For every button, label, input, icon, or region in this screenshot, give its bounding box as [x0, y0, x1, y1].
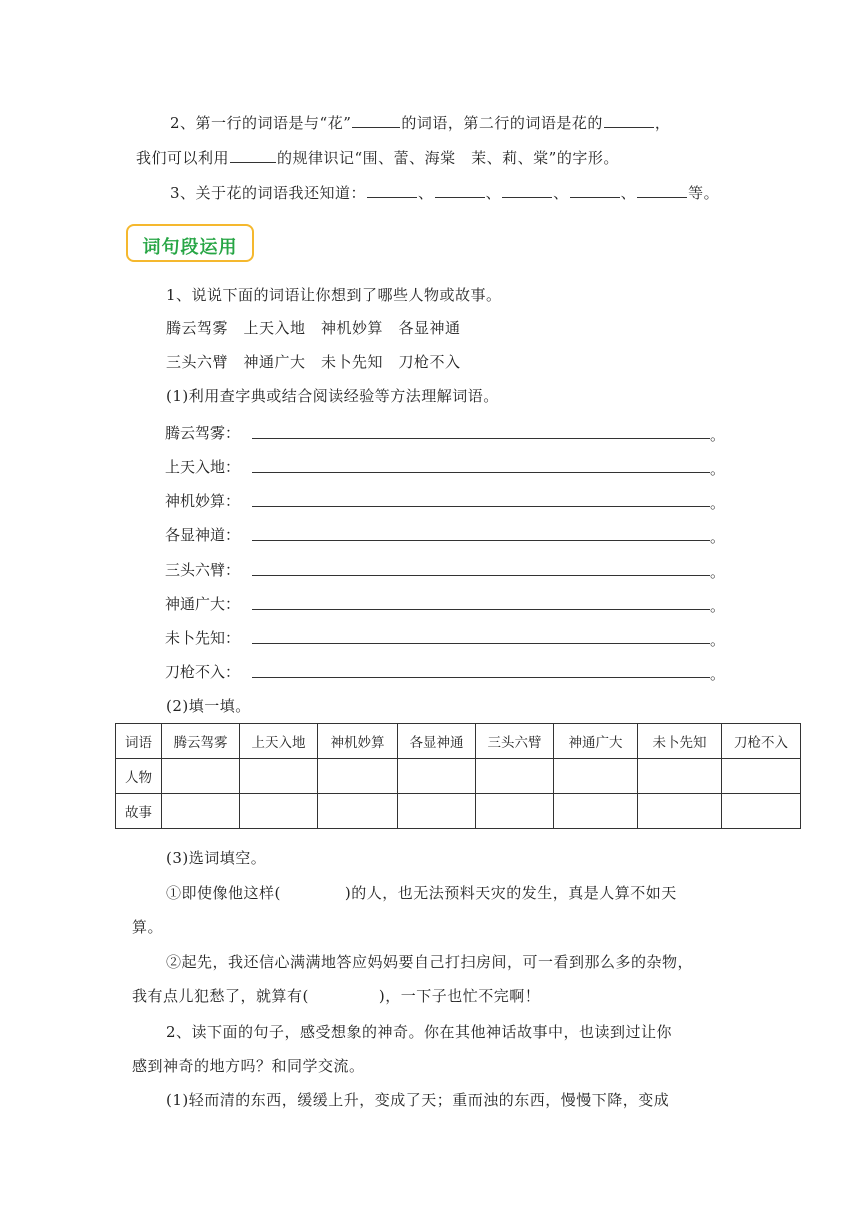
word-label: 上天入地：	[165, 458, 241, 476]
q3-line: 3、关于花的词语我还知道： 、 、 、 、 等。	[170, 184, 720, 202]
table-cell[interactable]	[398, 759, 476, 794]
table-row	[116, 794, 801, 829]
fill-table	[115, 723, 801, 829]
answer-line[interactable]	[252, 677, 710, 678]
s3-sentence-a: ①即使像他这样( )的人，也无法预料天灾的发生，真是人算不如天	[166, 884, 677, 902]
word-label: 三头六臂：	[165, 561, 241, 579]
table-cell[interactable]	[398, 794, 476, 829]
table-header-cell: 各显神通	[398, 724, 476, 759]
s2-line1: 2、读下面的句子，感受想象的神奇。你在其他神话故事中，也读到过让你	[166, 1023, 673, 1041]
answer-line[interactable]	[252, 540, 710, 541]
table-cell[interactable]	[162, 759, 240, 794]
answer-line[interactable]	[252, 609, 710, 610]
table-cell[interactable]	[476, 759, 554, 794]
row-label: 故事	[116, 794, 162, 829]
table-header-cell: 未卜先知	[638, 724, 722, 759]
answer-line[interactable]	[252, 472, 710, 473]
table-row	[116, 759, 801, 794]
answer-line[interactable]	[252, 438, 710, 439]
table-cell[interactable]	[722, 794, 801, 829]
fill-blank[interactable]	[502, 182, 552, 198]
table-cell[interactable]	[318, 794, 398, 829]
word-label: 腾云驾雾：	[165, 424, 241, 442]
word-label: 未卜先知：	[165, 629, 241, 647]
fill-blank[interactable]	[230, 147, 276, 163]
table-header-cell: 刀枪不入	[722, 724, 801, 759]
table-header-cell: 词语	[116, 724, 162, 759]
table-header-cell: 腾云驾雾	[162, 724, 240, 759]
table-header-cell: 上天入地	[240, 724, 318, 759]
table-header-cell: 三头六臂	[476, 724, 554, 759]
s1-title: 1、说说下面的词语让你想到了哪些人物或故事。	[166, 286, 502, 304]
row-label: 人物	[116, 759, 162, 794]
table-cell[interactable]	[554, 794, 638, 829]
answer-line[interactable]	[252, 643, 710, 644]
period: 。	[710, 563, 726, 581]
q2-line1: 2、第一行的词语是与“花” 的词语，第二行的词语是花的 ，	[170, 114, 671, 132]
s3-sentence-a-cont: 算。	[132, 918, 164, 936]
s1-sub1: (1)利用查字典或结合阅读经验等方法理解词语。	[166, 387, 499, 405]
word-label: 刀枪不入：	[165, 663, 241, 681]
table-header-cell: 神机妙算	[318, 724, 398, 759]
word-label: 神通广大：	[165, 595, 241, 613]
table-cell[interactable]	[722, 759, 801, 794]
s1-sub3: (3)选词填空。	[166, 849, 267, 867]
table-cell[interactable]	[638, 794, 722, 829]
word-label: 神机妙算：	[165, 492, 241, 510]
table-cell[interactable]	[240, 759, 318, 794]
period: 。	[710, 426, 726, 444]
table-cell[interactable]	[476, 794, 554, 829]
fill-blank[interactable]	[435, 182, 485, 198]
fill-blank[interactable]	[570, 182, 620, 198]
idiom-row-1: 腾云驾雾 上天入地 神机妙算 各显神通	[166, 319, 461, 337]
s1-sub2: (2)填一填。	[166, 697, 251, 715]
period: 。	[710, 494, 726, 512]
fill-blank[interactable]	[637, 182, 687, 198]
period: 。	[710, 597, 726, 615]
s2-line2: 感到神奇的地方吗？和同学交流。	[132, 1057, 365, 1075]
period: 。	[710, 528, 726, 546]
period: 。	[710, 665, 726, 683]
s3-sentence-b: ②起先，我还信心满满地答应妈妈要自己打扫房间，可一看到那么多的杂物，	[166, 953, 694, 971]
table-header-row	[116, 724, 801, 759]
fill-blank[interactable]	[352, 112, 400, 128]
table-cell[interactable]	[554, 759, 638, 794]
section-title: 词句段运用	[142, 237, 238, 258]
table-cell[interactable]	[162, 794, 240, 829]
section-title-badge	[126, 224, 254, 262]
q2-line2: 我们可以利用 的规律识记“围、蕾、海棠 茉、莉、棠”的字形。	[136, 149, 619, 167]
table-cell[interactable]	[638, 759, 722, 794]
table-cell[interactable]	[240, 794, 318, 829]
period: 。	[710, 460, 726, 478]
fill-blank[interactable]	[367, 182, 417, 198]
fill-blank[interactable]	[604, 112, 654, 128]
s3-sentence-b-cont: 我有点儿犯愁了，就算有( )，一下子也忙不完啊！	[132, 987, 541, 1005]
period: 。	[710, 631, 726, 649]
answer-line[interactable]	[252, 575, 710, 576]
idiom-row-2: 三头六臂 神通广大 未卜先知 刀枪不入	[166, 353, 461, 371]
table-cell[interactable]	[318, 759, 398, 794]
word-label: 各显神道：	[165, 526, 241, 544]
table-header-cell: 神通广大	[554, 724, 638, 759]
s2-line3: (1)轻而清的东西，缓缓上升，变成了天；重而浊的东西，慢慢下降，变成	[166, 1091, 670, 1109]
answer-line[interactable]	[252, 506, 710, 507]
